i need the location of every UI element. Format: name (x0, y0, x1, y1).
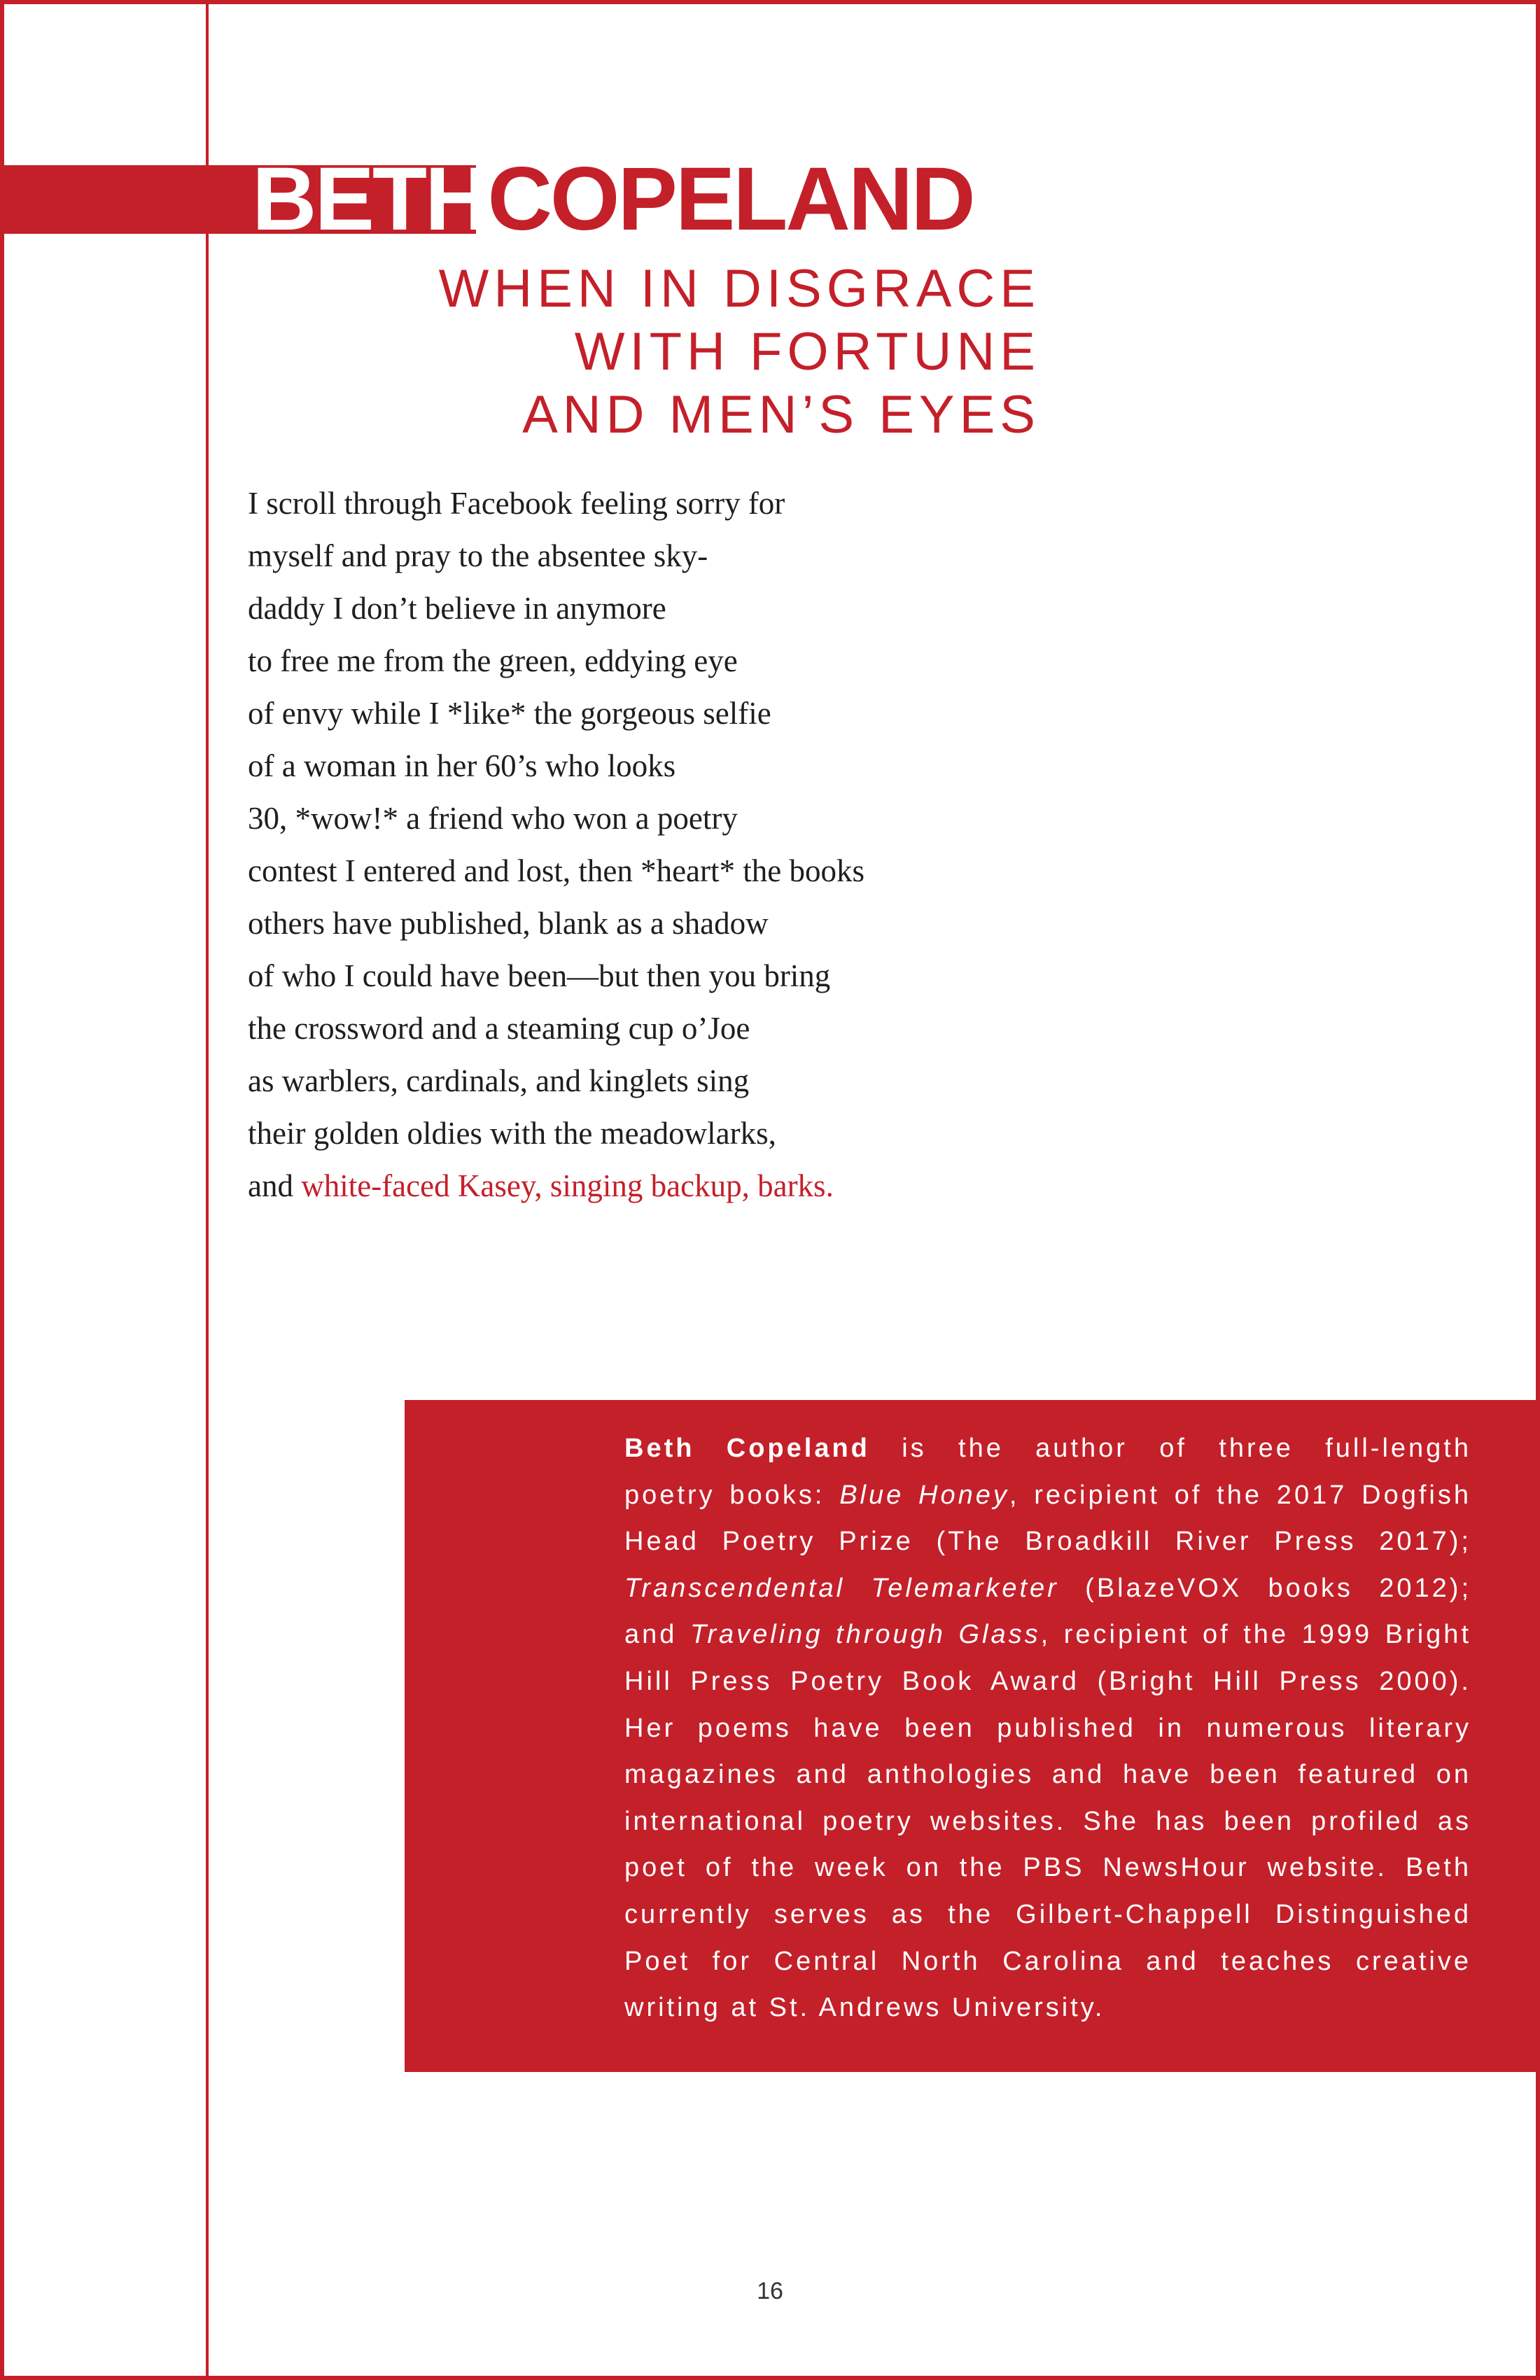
poem-line: daddy I don’t believe in anymore (248, 591, 666, 626)
bio-line (624, 1472, 1471, 1519)
bio-text: , recipient of the 1999 Bright (1040, 1620, 1471, 1650)
bio-line: poet of the week on the PBS NewsHour website. Beth (624, 1853, 1471, 1883)
bio-text: and (624, 1620, 690, 1650)
bio-book-title: Traveling through Glass (690, 1620, 1041, 1650)
poem-title-line: WITH FORTUNE (574, 322, 1040, 382)
bio-line: international poetry websites. She has been profiled as (624, 1806, 1471, 1836)
bio-line: currently serves as the Gilbert-Chappell Distinguished (624, 1899, 1471, 1929)
bio-text: poetry books: (624, 1480, 840, 1510)
bio-line (624, 1425, 1471, 1472)
bio-text: , recipient of the 2017 Dogfish (1009, 1480, 1471, 1510)
bio-line: Hill Press Poetry Book Award (Bright Hill Press 2000). (624, 1666, 1471, 1696)
poem-line: as warblers, cardinals, and kinglets sing (248, 1063, 750, 1098)
bio-author-name: Beth Copeland (624, 1434, 870, 1463)
poem-line: myself and pray to the absentee sky- (248, 538, 708, 573)
author-bio (624, 1425, 1471, 2031)
poem-title-line: WHEN IN DISGRACE (438, 259, 1040, 318)
bio-book-title: Transcendental Telemarketer (624, 1573, 1059, 1603)
margin-rule (206, 0, 209, 2380)
poem-line: of envy while I *like* the gorgeous selfie (248, 696, 771, 731)
poem-body (248, 477, 1088, 1212)
poem-title-line: AND MEN’S EYES (522, 385, 1040, 444)
poem-line: the crossword and a steaming cup o’Joe (248, 1011, 750, 1046)
poem-line: of a woman in her 60’s who looks (248, 748, 676, 783)
page-number: 16 (757, 2278, 783, 2304)
bio-line: magazines and anthologies and have been featured on (624, 1760, 1471, 1790)
bio-book-title: Blue Honey (839, 1480, 1009, 1510)
author-first-name: BETH (252, 149, 488, 249)
bio-line: Her poems have been published in numerous literary (624, 1713, 1471, 1743)
author-name (252, 149, 974, 249)
poem-line: contest I entered and lost, then *heart* the books (248, 853, 864, 888)
poem-line: of who I could have been—but then you bring (248, 958, 831, 993)
bio-line: Poet for Central North Carolina and teaches creative (624, 1946, 1471, 1976)
bio-text: is the author of three full-length (869, 1434, 1471, 1463)
poem-line: I scroll through Facebook feeling sorry for (248, 486, 785, 521)
bio-line: writing at St. Andrews University. (624, 1993, 1105, 2023)
poem-line: their golden oldies with the meadowlarks, (248, 1116, 776, 1151)
poem-line: to free me from the green, eddying eye (248, 643, 738, 678)
poem-last-line-start: and (248, 1168, 302, 1203)
bio-line: Head Poetry Prize (The Broadkill River Press 2017); (624, 1527, 1471, 1557)
poem-last-line (248, 1160, 1088, 1212)
bio-line (624, 1565, 1471, 1612)
poem-line: 30, *wow!* a friend who won a poetry (248, 801, 738, 836)
poem-last-line-highlight: white-faced Kasey, singing backup, barks. (301, 1168, 834, 1203)
author-last-name: COPELAND (487, 149, 974, 249)
poem-line: others have published, blank as a shadow (248, 906, 769, 941)
bio-line (624, 1611, 1471, 1658)
bio-text: (BlazeVOX books 2012); (1058, 1573, 1471, 1603)
poem-title (270, 258, 1040, 447)
